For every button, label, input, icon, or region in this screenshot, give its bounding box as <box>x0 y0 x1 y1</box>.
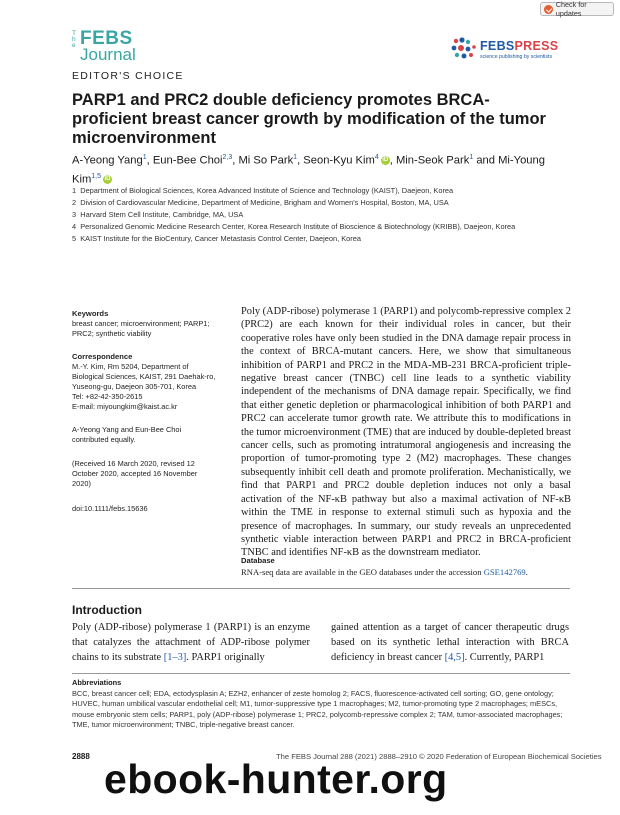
article-title: PARP1 and PRC2 double deficiency promotes BRCA-proficient breast cancer growth by modification of the tumor microenvironment <box>72 91 546 147</box>
author-name: Eun-Bee Choi <box>152 154 223 167</box>
section-divider <box>72 588 570 589</box>
geo-accession-link[interactable]: GSE142769 <box>483 567 526 577</box>
author-affil-sup: 1 <box>469 154 474 161</box>
author-affil-sup: 1 <box>293 154 298 161</box>
keywords-heading: Keywords <box>72 309 109 318</box>
logo-journal: Journal <box>80 45 136 64</box>
keywords-block: Keywords breast cancer; microenvironment; PARP1; PRC2; synthetic viability <box>72 309 222 339</box>
watermark: ebook-hunter.org <box>104 756 448 802</box>
equal-contribution-note: A-Yeong Yang and Eun-Bee Choi contributed equally. <box>72 425 182 444</box>
check-for-updates-badge[interactable] <box>540 2 614 16</box>
author-name: Mi So Park <box>238 154 294 167</box>
editors-choice-label: EDITOR'S CHOICE <box>72 70 184 82</box>
febs-press-logo <box>450 36 560 66</box>
author-affil-sup: 2,3 <box>222 154 233 161</box>
orcid-icon[interactable]: iD <box>382 157 389 164</box>
introduction-heading: Introduction <box>72 603 142 617</box>
logo-the: The <box>72 30 76 49</box>
update-icon <box>544 5 553 14</box>
logo-febs: FEBS <box>80 28 133 49</box>
affiliation-item: 5 KAIST Institute for the BioCentury, Cancer Metastasis Control Center, Daejeon, Korea <box>72 234 361 243</box>
author-affil-sup: 4 <box>374 154 379 161</box>
affiliation-item: 4 Personalized Genomic Medicine Research Center, Korea Research Institute of Bioscience & Biotechnology (KRIBB), Daejeon, Korea <box>72 222 516 231</box>
abbreviations-divider <box>72 673 570 674</box>
introduction-column-1: Poly (ADP-ribose) polymerase 1 (PARP1) is an enzyme that catalyzes the attachment of ADP-ribose polymer chains to its substrate [1–3]. PARP1 originally <box>72 622 310 663</box>
orcid-icon[interactable]: iD <box>104 176 111 183</box>
affiliation-item: 1 Department of Biological Sciences, Korea Advanced Institute of Science and Technology (KAIST), Daejeon, Korea <box>72 186 454 195</box>
author-name: Mi-Young Kim <box>72 154 545 186</box>
journal-footer: The FEBS Journal 288 (2021) 2888–2910 © 2020 Federation of European Biochemical Societies <box>276 752 602 761</box>
check-for-updates-label: Check for updates <box>555 0 587 18</box>
correspondence-heading: Correspondence <box>72 352 133 361</box>
doi-link[interactable]: doi:10.1111/febs.15636 <box>72 504 148 513</box>
correspondence-email[interactable]: E-mail: miyoungkim@kaist.ac.kr <box>72 402 178 411</box>
reference-link[interactable]: [1–3] <box>163 652 187 663</box>
database-heading: Database <box>241 556 275 565</box>
abstract-text: Poly (ADP-ribose) polymerase 1 (PARP1) and polycomb-repressive complex 2 (PRC2) are each known for their individual roles in cancer, but their cooperative roles have only been studied in the DNA damage repair process in the context of BRCA-mutant cancers. Here, we show that simultaneous inhibition of PARP1 and PRC2 in the MDA-MB-231 BRCA-proficient triple-negative breast cancer (TNBC) cell line leads to a synthetic viability independent of the mechanisms of DNA damage repair. Specifically, we find that either genetic depletion or pharmacological inhibition of both PARP1 and PRC2 can accelerate tumor growth rate. We attribute this to modifications in the tumor microenvironment (TME) that are induced by double-depleted breast cancer cells, such as promoting intratumoral angiogenesis and increasing the proportion of tumor-promoting type 2 (M2) macrophages. These changes subsequently inhibit cell death and promote proliferation. Mechanistically, we find that PARP1 and PRC2 double depletion induces not only a basal activation of the NF-κB pathway but also a maximal activation of NF-κB within the TME in response to external stimuli such as hypoxia and the presence of macrophages. In summary, our study reveals an unprecedented synthetic viable interaction between PARP1 and PRC2 in BRCA-proficient TNBC and identifies NF-κB as the downstream mediator. <box>241 306 571 559</box>
correspondence-block: Correspondence M.-Y. Kim, Rm 5204, Department of Biological Sciences, KAIST, 291 Daehak-ro, Yuseong-gu, Daejeon 305-701, Korea Tel: +82-42-350-2615 E-mail: miyoungkim@kaist.ac.kr <box>72 352 222 412</box>
reference-link[interactable]: [4,5] <box>444 652 465 663</box>
press-tagline: science publishing by scientists <box>480 54 553 60</box>
author-name: Min-Seok Park <box>395 154 470 167</box>
introduction-column-2: gained attention as a target of cancer therapeutic drugs based on its synthetic lethal interaction with BRCA deficiency in breast cancer [4,5]. Currently, PARP1 <box>331 622 569 663</box>
database-text: RNA-seq data are available in the GEO databases under the accession GSE142769. <box>241 567 528 577</box>
febs-journal-logo <box>72 30 142 70</box>
affiliation-item: 2 Division of Cardiovascular Medicine, Department of Medicine, Brigham and Women's Hospital, Boston, MA, USA <box>72 198 449 207</box>
abbreviations-heading: Abbreviations <box>72 678 122 687</box>
abbreviations-text: BCC, breast cancer cell; EDA, ectodysplasin A; EZH2, enhancer of zeste homolog 2; FACS, fluorescence-activated cell sorting; GO, gene ontology; HUVEC, human umbilical vascular endothelial cell; M1, tumor-suppressive type 1 macrophages; M2, tumor-promoting type 2 macrophages; mESCs, mouse embryonic stem cells; PARP1, poly (ADP-ribose) polymerase 1; PRC2, polycomb-repressive complex 2; TAM, tumor-associated macrophages; TME, tumor microenvironment; TNBC, triple-negative breast cancer. <box>72 689 563 729</box>
received-dates: (Received 16 March 2020, revised 12 October 2020, accepted 16 November 2020) <box>72 459 198 488</box>
author-affil-sup: 1 <box>142 154 147 161</box>
author-list: A-Yeong Yang$^1$, Eun-Bee Choi$^{2,3}$, Mi So Park$^1$, Seon-Kyu Kim$^4$ iD , Min-Seok Park$^1$ and Mi-Young Kim$^{1,5}$ iD <box>72 154 545 186</box>
author-name: A-Yeong Yang <box>72 154 143 167</box>
author-affil-sup: 1,5 <box>91 172 102 180</box>
author-name: Seon-Kyu Kim <box>303 154 375 167</box>
affiliation-item: 3 Harvard Stem Cell Institute, Cambridge, MA, USA <box>72 210 244 219</box>
press-dots-icon <box>450 36 478 62</box>
page-number: 2888 <box>72 752 90 761</box>
press-name: FEBSPRESS <box>480 39 559 53</box>
